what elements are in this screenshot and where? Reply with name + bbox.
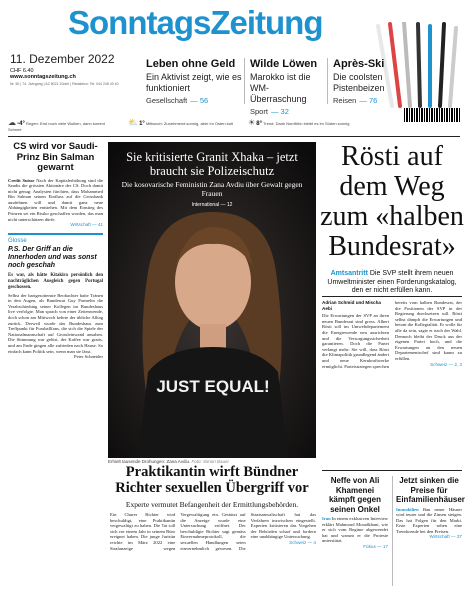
glosse-body: Selbst der hartgesottenste Beobachter hatte Tränen in den Augen, als Bundesrat Guy Parmelin die Verabschiedung seiner Kollegen im Bundeshaus live verfolgte. Man sprach von einer Zeitenwende, doch schon am Mittwoch kehrte der übliche Alltag zurück. Derweil wurde das Bundeshaus zum Treffpunkt für Fussballfans, die sich die Spiele der Nationalmannschaft auf Grossleinwand ansahen. Die Stimmung war gelöst, der Kaffee war gratis, und am Ende gingen alle zufrieden nach Hause. So einfach kann Politik sein, wenn man sie lässt. (8, 292, 103, 354)
center-ref[interactable]: Schweiz — 4 (289, 539, 316, 545)
left-body: Credit Suisse Nach der Kapitalerhöhung sind die Saudis die grössten Aktionäre der CS. Doch damit nicht genug: Analysten fürchten, dass Mohammed Bin Salman seinen Einfluss auf die Grossbank ausdehnen will und damit ganz neue Abhängigkeiten entstehen. Mit dem Einstieg des Prinzen sei ein Risiko geschaffen worden, das man nicht unterschätzen dürfe. (8, 177, 104, 222)
teaser-divider (244, 58, 245, 104)
center-body: Ein Churer Richter wird beschuldigt, eine Praktikantin vergewaltigt zu haben. Die Tat soll sich vor einem Jahr in seinem Büro ereignet haben. Die junge Juristin reichte im März 2022 eine Strafanzeige wegen Vergewaltigung ein. Gestützt auf die Anzeige wurde eine Untersuchung eröffnet. Der beschuldigte Richter sagt gemäss Einvernahmeprotokoll, die sexuellen Handlungen seien einvernehmlich gewesen. Die Staatsanwaltschaft hat das Verfahren inzwischen eingestellt. Experten kritisieren das Vorgehen der Behörden scharf und fordern eine unabhängige Untersuchung. Schweiz — 4 (110, 512, 316, 551)
masthead-rule (8, 136, 460, 137)
lead-ref[interactable]: Schweiz — 2, 3 (430, 361, 462, 367)
lead-headline[interactable]: Rösti auf dem Weg zum «halben Bundesrat» (320, 141, 464, 262)
teaser-wilde-loewen[interactable] (250, 58, 324, 116)
sun-icon: ☀ (248, 118, 256, 127)
lead-subline: Amtsantritt Die SVP stellt ihrem neuen Umweltminister einen Forderungskatalog, den er nicht erfüllen kann. (327, 270, 457, 294)
story-body: Immobilien Bau neuer Häuser wird teurer und die Zinsen steigen. Das hat Folgen für den Markt. Erste Experten sehen eine Trendwende bei den Preisen. (396, 506, 462, 534)
glosse-headline[interactable]: P.S. Der Griff an die Innerhoden und was sonst noch geschah (8, 246, 97, 270)
photo-ref: International — 12 (191, 202, 233, 208)
weather-item: ☁ -4° Regen: Erst noch viele Wolken, dann kommt Schnee (8, 118, 105, 132)
story-body: Iran In einem exklusiven Interview erklärt Mahmoud Moradkhani, wie er sich vom Regime abgewendet hat und warum er die Proteste unterstützt. (322, 516, 388, 544)
glosse (8, 233, 103, 360)
date-info (10, 52, 130, 87)
story-iran (322, 476, 388, 549)
story-headline[interactable]: Neffe von Ali Khamenei kämpft gegen seinen Onkel (328, 476, 381, 514)
glosse-label: Glosse (8, 238, 27, 245)
center-subline: Experte vermutet Befangenheit der Ermittlungsbehörden. (125, 500, 299, 509)
bottom-right-rule (322, 470, 462, 471)
weather-item: ☀ 8° Trend: Dank Nordföhn bleibt es im Süden sonnig (248, 118, 350, 127)
cloud-snow-icon: ☁ (8, 118, 16, 127)
teaser-apres-ski[interactable] (333, 58, 393, 105)
issue-price: CHF 6.40 (10, 68, 34, 74)
teaser-text: Ein Aktivist zeigt, wie es funktioniert (146, 72, 242, 93)
lead-byline: Adrian Schmid und Mischa Aebi (322, 300, 381, 311)
newspaper-logo[interactable]: SonntagsZeitung (68, 4, 323, 41)
issue-date: 11. Dezember 2022 (10, 52, 115, 66)
story-ref[interactable]: Wirtschaft — 37 (429, 534, 462, 540)
story-ref[interactable]: Fokus — 17 (363, 543, 388, 549)
weather-item: ⛅ 1° Mittwoch: Zunehmend sonnig, aber im Osten kalt (128, 118, 233, 127)
masthead (0, 0, 468, 46)
cover-photo[interactable] (108, 142, 316, 458)
teaser-section: Reisen — 76 (333, 96, 378, 105)
fine-print: Nr. 50 | 74. Jahrgang | AZ 8021 Zürich | Redaktion: Tel. 044 248 40 40 (10, 82, 119, 86)
website-link[interactable]: www.sonntagszeitung.ch (10, 74, 76, 80)
sun-cloud-icon: ⛅ (128, 118, 138, 127)
teaser-leben-ohne-geld[interactable] (146, 58, 246, 105)
photo-headline: Sie kritisierte Granit Xhaka – jetzt braucht sie Polizeischutz (126, 150, 298, 178)
glosse-sub: Es war, als hätte Kitakira persönlich den nachträglichen Ausgleich gegen Portugal geschossen. (8, 273, 103, 290)
left-ref[interactable]: Wirtschaft — 41 (70, 222, 103, 228)
left-column (8, 142, 103, 360)
photo-caption: Erhielt tausende Drohungen: Zana Avdiu. Foto: Simon Bauer (108, 459, 230, 464)
teaser-title: Après-Ski (333, 58, 385, 70)
teaser-section: Sport — 32 (250, 107, 289, 116)
teaser-text: Marokko ist die WM-Überraschung (250, 72, 311, 104)
photo-subline: Die kosovarische Feministin Zana Avdiu über Gewalt gegen Frauen (121, 180, 303, 198)
column-divider (392, 476, 393, 586)
teaser-section: Gesellschaft — 56 (146, 96, 209, 105)
story-immobilien (396, 476, 465, 540)
teaser-title: Leben ohne Geld (146, 58, 236, 70)
teaser-divider (327, 58, 328, 104)
teaser-text: Die coolsten Pistenbeizen (333, 72, 385, 93)
weather-strip (0, 118, 468, 132)
lead-body: Adrian Schmid und Mischa Aebi Die Erwartungen der SVP an ihren neuen Bundesrat sind gross. Albert Rösti soll im Umweltdepartement die Energiewende neu ausrichten und die Versorgungssicherheit garantieren. Doch die Partei verlangt mehr: Sie will, dass Rösti die Klimapolitik grundlegend ändert und neue Kernkraftwerke ermöglicht. Parteistrategen sprechen bereits vom halben Bundesrat, der die Positionen der SVP in der Regierung durchsetzen soll. Rösti selbst dämpft die Erwartungen und betont die Kollegialität. Er wolle für alle da sein, sagte er nach der Wahl. Dennoch bleibt der Druck aus der eigenen Partei hoch, und die Erwartungen an den neuen Departementschef sind kaum zu erfüllen. Schweiz — 2, 3 (322, 300, 462, 369)
story-headline[interactable]: Jetzt sinken die Preise für Einfamilienhäuser (396, 476, 465, 504)
glosse-author: Peter Schneider (74, 354, 103, 360)
shirt-print: JUST EQUAL! (156, 377, 270, 396)
teaser-title: Wilde Löwen (250, 58, 318, 70)
left-headline[interactable]: CS wird vor Saudi-Prinz Bin Salman gewarnt (13, 141, 98, 173)
lead-rule (322, 296, 462, 297)
center-headline[interactable]: Praktikantin wirft Bündner Richter sexuellen Übergriff vor (115, 464, 309, 496)
